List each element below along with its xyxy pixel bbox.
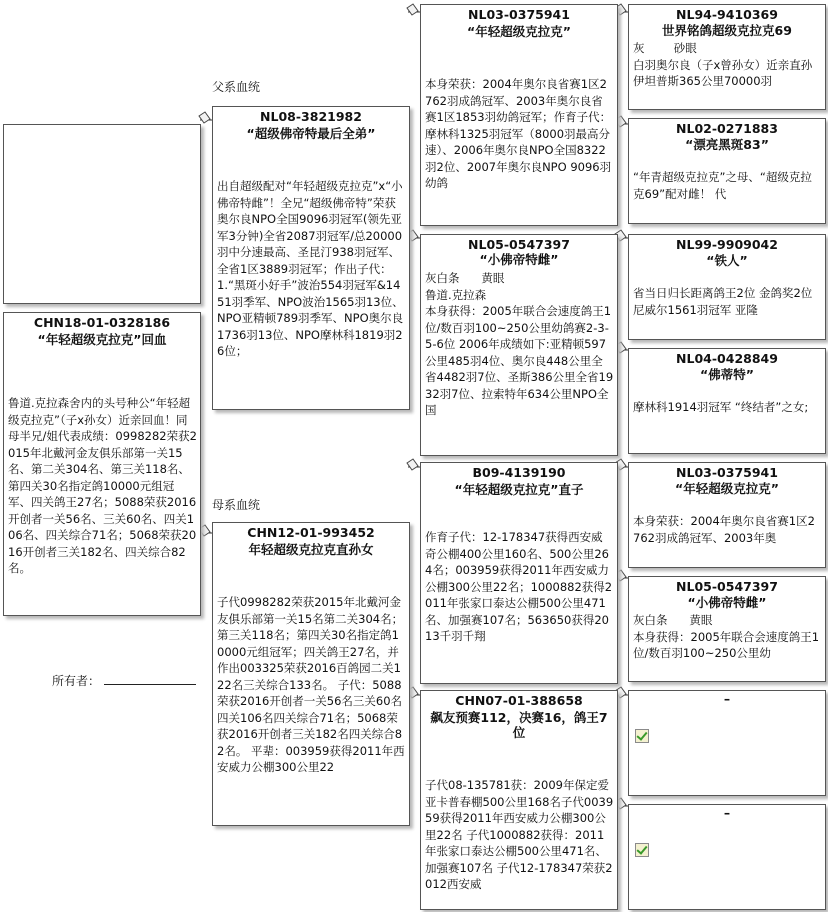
- pigeon-description: 子代0998282荣获2015年北戴河金友俱乐部第一关15名第二关304名；第三关118名；第四关30名指定鸽10000元组冠军；四关鸽王27名，并作出003325荣获2016百鸽园二关122名三关综合133名。 子代：5088荣获2016开创者一关56名三关60名四关106名四关综合71名；5068荣获2016开创者三关182名四关综合82名。 平辈：003959获得2011年西安威力公棚300公里22: [217, 595, 405, 774]
- ring-number: –: [723, 691, 731, 706]
- pigeon-description: 鲁道.克拉森舍内的头号种公“年轻超级克拉克”（子x孙女）近亲回血！同母半兄/姐代表成绩：0998282荣获2015年北戴河金友俱乐部第一关15名、第二关304名、第三关118名、第四关30名指定鸽10000元组冠军、四关鸽王27名；5088荣获2016开创者一关56名、三关60名、四关106名、四关综合71名；5068荣获2016开创者三关182名、四关综合82名。: [8, 396, 197, 575]
- dam-sire-dam-card[interactable]: [628, 576, 826, 682]
- ring-number: NL03-0375941: [676, 465, 778, 480]
- pigeon-description: “年青超级克拉克”之母、“超级克拉克69”配对雌！ 代: [633, 170, 812, 201]
- dam-dam-sire-card[interactable]: [628, 690, 826, 796]
- ring-number: B09-4139190: [472, 465, 566, 480]
- pigeon-name: “年轻超级克拉克”直子: [454, 482, 584, 497]
- pigeon-description: 省当日归长距离鸽王2位 金鸽奖2位尼威尔1561羽冠军 亚隆: [633, 286, 813, 317]
- ring-number: NL94-9410369: [676, 7, 778, 22]
- ring-number: CHN07-01-388658: [455, 693, 583, 708]
- owner-underline: [104, 684, 196, 685]
- ring-number: –: [723, 805, 731, 820]
- ring-number: CHN18-01-0328186: [33, 315, 171, 330]
- dam-dam-card[interactable]: [420, 690, 618, 910]
- dam-dam-dam-card[interactable]: [628, 804, 826, 910]
- pigeon-name: 年轻超级克拉克直孙女: [248, 542, 374, 557]
- pigeon-name: “铁人”: [706, 253, 748, 268]
- pigeon-description: 出自超级配对“年轻超级克拉克”x“小佛帝特雌”！全兄“超级佛帝特”荣获奥尔良NPO全国9096羽冠军(领先亚军3分钟)全省2087羽冠军/总20000羽中分速最高、圣昆汀938羽冠军、全省1区3889羽冠军；作出子代：1.“黑斑小好手”波治554羽冠军&1451羽季军、NPO波治1565羽13位、NPO亚精顿789羽季军、NPO奥尔良1736羽13位、NPO摩林科1819羽26位；: [217, 179, 404, 358]
- ring-number: NL04-0428849: [676, 351, 778, 366]
- pigeon-name: “年轻超级克拉克”: [467, 24, 571, 39]
- checkbox-checked-icon[interactable]: [635, 843, 649, 857]
- ring-number: NL99-9909042: [676, 237, 778, 252]
- pigeon-name: “佛蒂特”: [700, 367, 754, 382]
- pigeon-description: 灰白条 黄眼 鲁道.克拉森 本身获得：2005年联合会速度鸽王1位/数百羽100~250公里幼鸽赛2-3-5-6位 2006年成绩如下:亚精顿597公里485羽4位、奥尔良448公里全省4482羽7位、圣斯386公里全省1932羽7位、拉索特年634公里NPO全国: [425, 271, 614, 417]
- sire-dam-card[interactable]: [420, 234, 618, 456]
- photo-placeholder[interactable]: [3, 124, 201, 304]
- dam-sire-card[interactable]: [420, 462, 618, 684]
- ring-number: NL08-3821982: [260, 109, 362, 124]
- sire-sire-card[interactable]: [420, 4, 618, 226]
- pencil-icon: [199, 112, 210, 123]
- ring-number: CHN12-01-993452: [247, 525, 375, 540]
- pigeon-name: “年轻超级克拉克”回血: [37, 332, 167, 347]
- pigeon-description: 灰 砂眼 白羽奥尔良（子x曾孙女）近亲直孙伊坦普斯365公里70000羽: [633, 41, 813, 88]
- pencil-icon: [407, 459, 418, 470]
- ring-number: NL05-0547397: [676, 579, 778, 594]
- maternal-line-label: 母系血统: [212, 498, 261, 512]
- dam-card[interactable]: [212, 522, 410, 826]
- checkbox-checked-icon[interactable]: [635, 729, 649, 743]
- dam-sire-sire-card[interactable]: [628, 462, 826, 568]
- sire-sire-dam-card[interactable]: [628, 118, 826, 224]
- sire-card[interactable]: [212, 106, 410, 410]
- pigeon-name: “年轻超级克拉克”: [675, 481, 779, 496]
- pigeon-description: 本身荣获：2004年奥尔良省赛1区2762羽成鸽冠军、2003年奥: [633, 514, 815, 545]
- owner-label: 所有者：: [52, 674, 101, 688]
- sire-dam-sire-card[interactable]: [628, 234, 826, 340]
- pigeon-name: “漂亮黑斑83”: [685, 137, 769, 152]
- pigeon-name: 世界铭鸽超级克拉克69: [662, 23, 792, 38]
- ring-number: NL03-0375941: [468, 7, 570, 22]
- pigeon-name: 飙友预赛112，决赛16，鸽王7位: [430, 710, 608, 740]
- pigeon-description: 灰白条 黄眼 本身获得：2005年联合会速度鸽王1位/数百羽100~250公里幼: [633, 613, 820, 660]
- subject-pigeon-card[interactable]: [3, 312, 201, 616]
- pigeon-name: “小佛帝特雌”: [687, 595, 767, 610]
- pigeon-name: “小佛帝特雌”: [479, 252, 559, 267]
- ring-number: NL05-0547397: [468, 237, 570, 252]
- pigeon-description: 作育子代：12-178347获得西安威奇公棚400公里160名、500公里264名；003959获得2011年西安威力公棚300公里22名；1000882获得2011年张家口泰达公棚500公里471名、加强赛107名；563650获得2013千羽千翔: [425, 530, 613, 643]
- paternal-line-label: 父系血统: [212, 80, 261, 94]
- pencil-icon: [407, 4, 418, 15]
- pigeon-description: 本身荣获：2004年奥尔良省赛1区2762羽成鸽冠军、2003年奥尔良省赛1区1853羽幼鸽冠军；作育子代：摩林科1325羽冠军（8000羽最高分速）、2006年奥尔良NPO全国8322羽2位、2007年奥尔良NPO 9096羽幼鸽: [425, 77, 612, 190]
- ring-number: NL02-0271883: [676, 121, 778, 136]
- pigeon-description: 子代08-135781获：2009年保定爱亚卡普春棚500公里168名子代003959获得2011年西安威力公棚300公里22名 子代1000882获得：2011年张家口泰达公棚500公里471名、加强赛107名 子代12-178347荣获2012西安威: [425, 778, 614, 891]
- sire-dam-dam-card[interactable]: [628, 348, 826, 454]
- sire-sire-sire-card[interactable]: [628, 4, 826, 110]
- pigeon-description: 摩林科1914羽冠军 “终结者”之女;: [633, 400, 809, 414]
- pigeon-name: “超级佛帝特最后全弟”: [246, 126, 376, 141]
